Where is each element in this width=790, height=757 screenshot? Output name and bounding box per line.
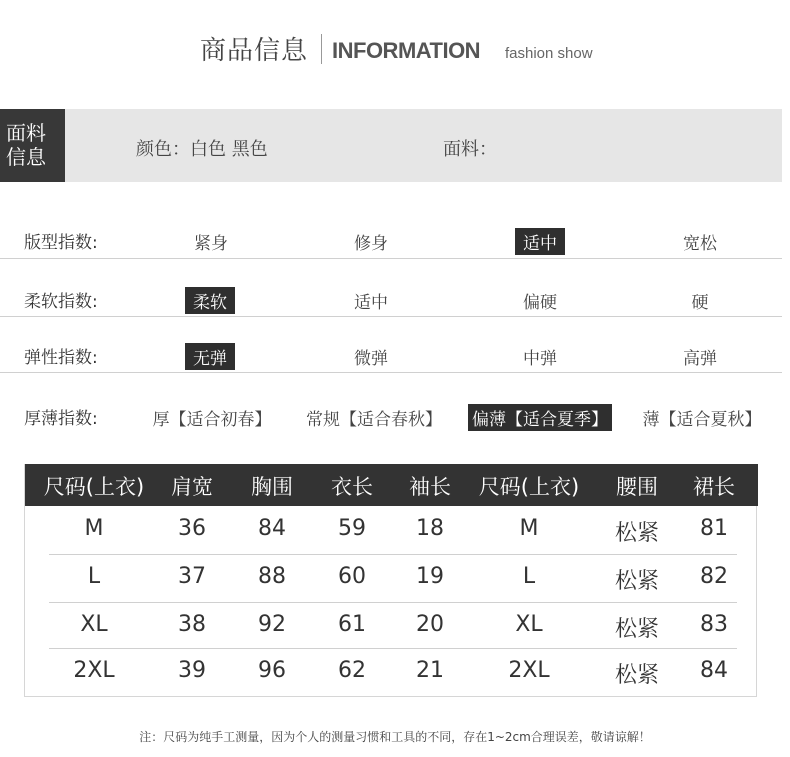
thickness-option-thin-selected: 偏薄【适合夏季】 <box>468 404 612 431</box>
cell-skirt-size: 2XL <box>508 658 550 683</box>
cell-waist: 松紧 <box>614 617 660 642</box>
cell-chest: 92 <box>258 612 286 637</box>
elasticity-option-slight: 微弹 <box>354 349 388 369</box>
cell-sleeve: 20 <box>416 612 444 637</box>
cell-skirt-length: 84 <box>700 658 728 683</box>
col-header-length: 衣长 <box>331 475 373 499</box>
cell-length: 61 <box>338 612 366 637</box>
divider <box>0 258 782 259</box>
cell-skirt-size: M <box>519 516 539 541</box>
divider <box>0 372 782 373</box>
color-info: 颜色：白色 黑色 <box>136 139 268 160</box>
cell-skirt-length: 81 <box>700 516 728 541</box>
header-title-cn: 商品信息 <box>200 36 309 66</box>
col-header-shoulder: 肩宽 <box>171 475 213 499</box>
elasticity-option-high: 高弹 <box>683 349 717 369</box>
col-header-sleeve: 袖长 <box>409 475 451 499</box>
cell-chest: 88 <box>258 564 286 589</box>
col-header-waist: 腰围 <box>616 475 658 499</box>
cell-waist: 松紧 <box>614 521 660 546</box>
softness-option-firm: 偏硬 <box>523 293 557 313</box>
elasticity-option-none-selected: 无弹 <box>185 343 235 370</box>
fit-index-row <box>0 228 782 284</box>
fabric-tag-line1: 面料 <box>6 121 46 145</box>
fit-option-regular-selected: 适中 <box>515 228 565 255</box>
cell-skirt-size: L <box>522 564 536 589</box>
fit-index-label: 版型指数: <box>24 233 98 253</box>
header-title-en: INFORMATION <box>332 38 481 63</box>
cell-skirt-length: 83 <box>700 612 728 637</box>
cell-sleeve: 18 <box>416 516 444 541</box>
softness-option-soft-selected: 柔软 <box>185 287 235 314</box>
cell-skirt-size: XL <box>515 612 543 637</box>
table-row <box>25 648 758 695</box>
col-header-skirt-size: 尺码(上衣) <box>478 475 580 499</box>
cell-waist: 松紧 <box>614 569 660 594</box>
divider <box>0 316 782 317</box>
size-table <box>24 464 757 697</box>
col-header-chest: 胸围 <box>251 475 293 499</box>
fabric-tag-line2: 信息 <box>6 145 46 169</box>
cell-sleeve: 19 <box>416 564 444 589</box>
elasticity-index-row <box>0 343 782 399</box>
cell-top-size: 2XL <box>73 658 115 683</box>
thickness-index-label: 厚薄指数: <box>24 409 98 429</box>
fit-option-loose: 宽松 <box>683 234 717 254</box>
header-divider <box>321 34 322 64</box>
cell-chest: 84 <box>258 516 286 541</box>
cell-length: 62 <box>338 658 366 683</box>
thickness-option-thick: 厚【适合初春】 <box>152 410 272 430</box>
cell-skirt-length: 82 <box>700 564 728 589</box>
header-subtitle-en: fashion show <box>505 45 593 62</box>
cell-length: 59 <box>338 516 366 541</box>
page-header <box>0 28 790 68</box>
cell-shoulder: 37 <box>178 564 206 589</box>
fit-option-slim: 修身 <box>354 234 388 254</box>
cell-top-size: M <box>84 516 104 541</box>
fabric-material: 面料： <box>443 139 497 160</box>
cell-waist: 松紧 <box>614 663 660 688</box>
fabric-info-band <box>0 109 782 182</box>
cell-chest: 96 <box>258 658 286 683</box>
thickness-index-row <box>0 404 782 460</box>
cell-length: 60 <box>338 564 366 589</box>
thickness-option-regular: 常规【适合春秋】 <box>306 410 442 430</box>
thickness-option-thin: 薄【适合夏秋】 <box>642 410 762 430</box>
softness-index-label: 柔软指数: <box>24 292 98 312</box>
col-header-skirt-length: 裙长 <box>693 475 735 499</box>
cell-top-size: L <box>87 564 101 589</box>
cell-shoulder: 36 <box>178 516 206 541</box>
cell-sleeve: 21 <box>416 658 444 683</box>
softness-option-medium: 适中 <box>354 293 388 313</box>
cell-top-size: XL <box>80 612 108 637</box>
cell-shoulder: 39 <box>178 658 206 683</box>
table-row <box>25 602 758 649</box>
fabric-info-tag <box>0 109 65 182</box>
measurement-note: 注：尺码为纯手工测量，因为个人的测量习惯和工具的不同，存在1~2cm合理误差，敬请谅解！ <box>139 730 651 744</box>
cell-shoulder: 38 <box>178 612 206 637</box>
softness-option-hard: 硬 <box>691 293 709 313</box>
table-row <box>25 506 758 553</box>
elasticity-option-medium: 中弹 <box>523 349 557 369</box>
col-header-top-size: 尺码(上衣) <box>43 475 145 499</box>
softness-index-row <box>0 287 782 343</box>
elasticity-index-label: 弹性指数: <box>24 348 98 368</box>
table-row <box>25 554 758 601</box>
fit-option-tight: 紧身 <box>194 234 228 254</box>
size-table-header <box>25 464 758 506</box>
